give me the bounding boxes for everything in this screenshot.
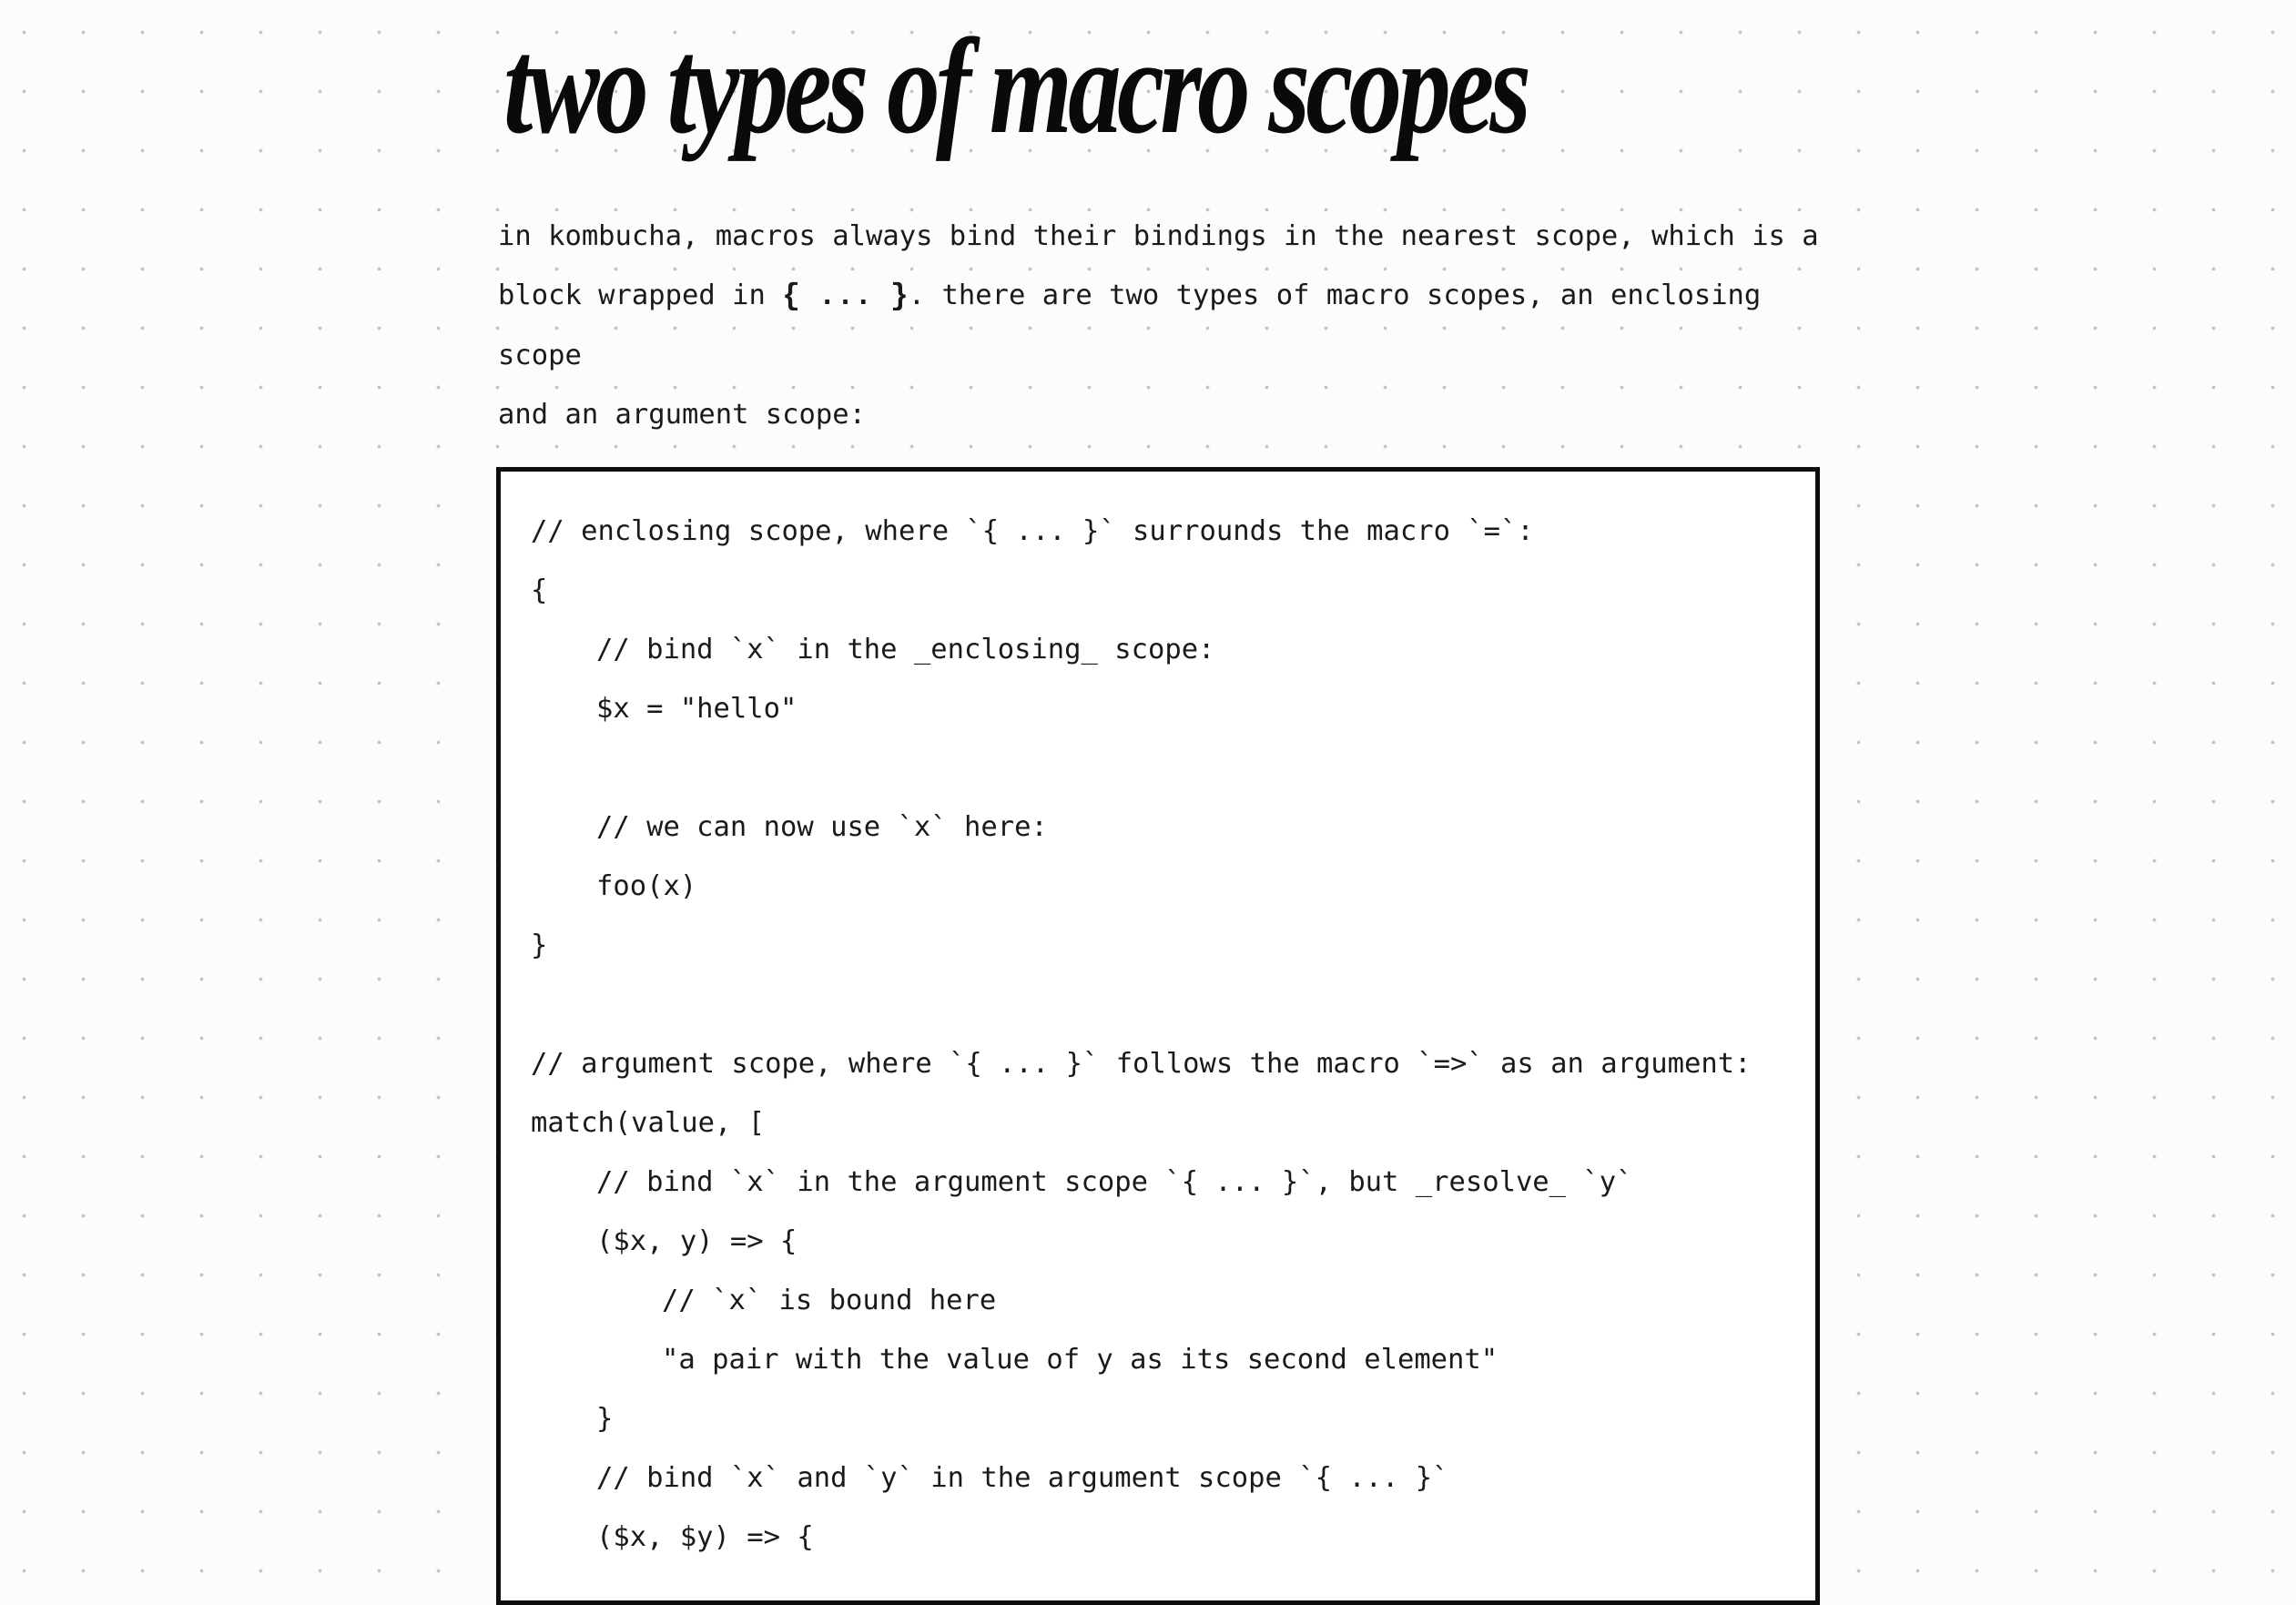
page-title: two types of macro scopes xyxy=(503,11,1528,162)
code-line: { xyxy=(531,574,548,606)
code-line: "a pair with the value of y as its second element" xyxy=(662,1344,1498,1376)
code-line: // enclosing scope, where `{ ... }` surrounds the macro `=`: xyxy=(531,515,1534,547)
code-line: $x = "hello" xyxy=(596,693,798,725)
intro-line-3: and an argument scope: xyxy=(498,399,866,431)
code-line: ($x, $y) => { xyxy=(596,1521,814,1553)
code-line: // argument scope, where `{ ... }` follows the macro `=>` as an argument: xyxy=(531,1048,1752,1080)
intro-line-2-start: block wrapped in xyxy=(498,279,783,311)
code-line: } xyxy=(531,929,548,961)
inline-code-braces: { ... } xyxy=(782,279,909,313)
code-line: // bind `x` in the _enclosing_ scope: xyxy=(596,634,1215,665)
code-line: // we can now use `x` here: xyxy=(596,811,1048,843)
code-line: foo(x) xyxy=(596,870,697,902)
code-line-blank xyxy=(531,738,1751,797)
intro-line-1: in kombucha, macros always bind their bindings in the nearest scope, which is a xyxy=(498,220,1819,252)
code-lines xyxy=(531,502,1751,1567)
code-line: ($x, y) => { xyxy=(596,1225,798,1257)
intro-paragraph xyxy=(498,207,1836,444)
code-line: // `x` is bound here xyxy=(662,1285,997,1316)
code-line: } xyxy=(596,1403,614,1435)
code-line: // bind `x` and `y` in the argument scope `{ ... }` xyxy=(596,1462,1449,1494)
intro-line-2-end: . there are two types of macro scopes, an enclosing scope xyxy=(498,279,1762,371)
code-line: // bind `x` in the argument scope `{ ... }`, but _resolve_ `y` xyxy=(596,1166,1633,1198)
code-line-blank xyxy=(531,975,1751,1034)
code-line: match(value, [ xyxy=(531,1107,766,1139)
code-block xyxy=(496,467,1820,1605)
